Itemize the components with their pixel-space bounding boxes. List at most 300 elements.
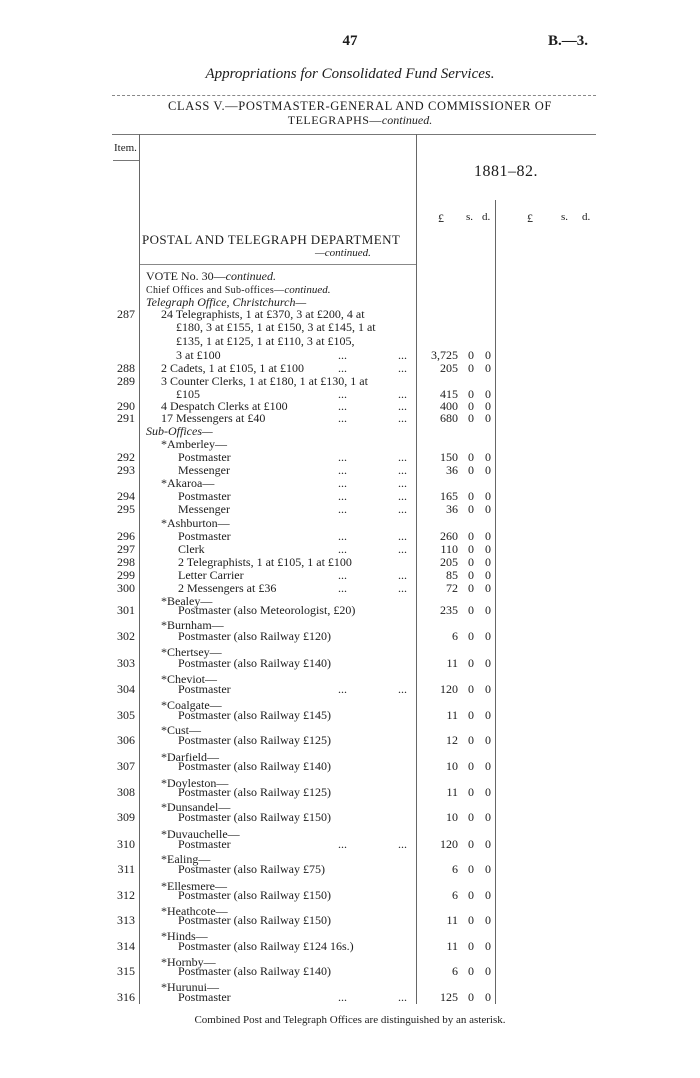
footnote: Combined Post and Telegraph Offices are distinguished by an asterisk.: [194, 1014, 506, 1026]
item-number: 306: [117, 733, 135, 747]
table-row: [0, 411, 700, 425]
amount-pounds: 150: [440, 450, 458, 464]
table-row: [0, 307, 700, 321]
table-row: [0, 581, 700, 595]
amount-pounds: 11: [446, 785, 458, 799]
leader-dots-right: ...: [398, 387, 407, 401]
amount-shillings: 0: [468, 603, 474, 617]
amount-pence: 0: [485, 708, 491, 722]
leader-dots-left: ...: [338, 682, 347, 696]
amount-shillings: 0: [468, 733, 474, 747]
row-description-text: *Dunsandel—: [161, 800, 231, 814]
row-description: [178, 629, 331, 643]
class-heading-continued: continued.: [381, 113, 433, 127]
amount-shillings: 0: [468, 759, 474, 773]
row-description: [176, 348, 221, 362]
table-row: [0, 568, 700, 582]
amount-shillings: 0: [468, 810, 474, 824]
amount-pounds: 11: [446, 656, 458, 670]
leader-dots-left: ...: [338, 502, 347, 516]
row-description-text: Messenger: [178, 463, 230, 477]
row-description: [178, 939, 354, 953]
amount-shillings: 0: [468, 450, 474, 464]
amount-shillings: 0: [468, 387, 474, 401]
amount-pounds: 10: [446, 759, 458, 773]
row-description-text: 3 at £100: [176, 348, 221, 362]
leader-dots-right: ...: [398, 411, 407, 425]
item-number: 315: [117, 964, 135, 978]
amount-shillings: 0: [468, 555, 474, 569]
amount-pounds: 415: [440, 387, 458, 401]
item-column-heading: Item.: [114, 142, 137, 154]
item-number: 300: [117, 581, 135, 595]
item-number: 291: [117, 411, 135, 425]
table-row: [0, 437, 700, 451]
row-description: [176, 334, 355, 348]
amount-pounds: 110: [440, 542, 458, 556]
row-description-text: £105: [176, 387, 200, 401]
amount-pounds: 10: [446, 810, 458, 824]
amount-pence: 0: [485, 450, 491, 464]
row-description-text: *Doyleston—: [161, 776, 229, 790]
leader-dots-right: ...: [398, 837, 407, 851]
row-description: [178, 837, 231, 851]
row-description-text: Postmaster (also Railway £125): [178, 733, 331, 747]
amount-pounds: 120: [440, 682, 458, 696]
item-number: 310: [117, 837, 135, 851]
row-description: [178, 708, 331, 722]
leader-dots-right: ...: [398, 542, 407, 556]
row-description-text: *Duvauchelle—: [161, 827, 240, 841]
row-description-text: Postmaster (also Railway £140): [178, 759, 331, 773]
amount-shillings: 0: [468, 888, 474, 902]
amount-shillings: 0: [468, 361, 474, 375]
row-description-text: Postmaster (also Railway £120): [178, 629, 331, 643]
row-description: [161, 411, 265, 425]
item-number: 299: [117, 568, 135, 582]
item-number: 298: [117, 555, 135, 569]
leader-dots-right: ...: [398, 399, 407, 413]
table-row: [0, 489, 700, 503]
item-number: 305: [117, 708, 135, 722]
row-description: [176, 320, 376, 334]
amount-pence: 0: [485, 361, 491, 375]
item-number: 290: [117, 399, 135, 413]
row-description: [178, 502, 230, 516]
leader-dots-left: ...: [338, 529, 347, 543]
table-row: [0, 708, 700, 722]
amount-pence: 0: [485, 581, 491, 595]
row-description-text: 2 Telegraphists, 1 at £105, 1 at £100: [178, 555, 352, 569]
row-description-text: £180, 3 at £155, 1 at £150, 3 at £145, 1 at: [176, 320, 376, 334]
amount-shillings: 0: [468, 939, 474, 953]
row-description-text: *Cheviot—: [161, 672, 217, 686]
row-description-text: Letter Carrier: [178, 568, 244, 582]
document-code: B.—3.: [548, 33, 589, 49]
item-number: 312: [117, 888, 135, 902]
row-description-text: 3 Counter Clerks, 1 at £180, 1 at £130, 1 at: [161, 374, 368, 388]
row-description-text: Postmaster: [178, 990, 231, 1004]
leader-dots-right: ...: [398, 581, 407, 595]
leader-dots-left: ...: [338, 450, 347, 464]
row-description-text: *Coalgate—: [161, 698, 222, 712]
item-number: 303: [117, 656, 135, 670]
row-description-text: Postmaster (also Railway £150): [178, 913, 331, 927]
table-row: [0, 810, 700, 824]
amount-pounds: 6: [452, 888, 458, 902]
table-row: [0, 542, 700, 556]
row-description-text: *Akaroa—: [161, 476, 215, 490]
amount-shillings: 0: [468, 399, 474, 413]
row-description: [178, 785, 331, 799]
amount-pounds: 205: [440, 361, 458, 375]
pence-heading: d.: [482, 211, 491, 223]
leader-dots-left: ...: [338, 361, 347, 375]
amount-pounds: 36: [446, 502, 458, 516]
leader-dots-right: ...: [398, 682, 407, 696]
row-description: [178, 529, 231, 543]
amount-shillings: 0: [468, 568, 474, 582]
page-number: 47: [342, 33, 358, 49]
leader-dots-right: ...: [398, 361, 407, 375]
item-number: 308: [117, 785, 135, 799]
table-row: [0, 656, 700, 670]
amount-pence: 0: [485, 348, 491, 362]
amount-pence: 0: [485, 542, 491, 556]
leader-dots-left: ...: [338, 476, 347, 490]
amount-pounds: 12: [446, 733, 458, 747]
leader-dots-right: ...: [398, 463, 407, 477]
pence-heading-2: d.: [582, 211, 591, 223]
table-row: [0, 361, 700, 375]
table-row: [0, 629, 700, 643]
amount-shillings: 0: [468, 489, 474, 503]
item-number: 293: [117, 463, 135, 477]
table-row: [0, 785, 700, 799]
leader-dots-left: ...: [338, 568, 347, 582]
row-description-continued: continued.: [284, 284, 331, 296]
amount-pounds: 6: [452, 629, 458, 643]
table-row: [0, 555, 700, 569]
row-description-text: *Hinds—: [161, 929, 208, 943]
row-description-text: £135, 1 at £125, 1 at £110, 3 at £105,: [176, 334, 355, 348]
row-description: [161, 437, 227, 451]
item-number: 294: [117, 489, 135, 503]
row-description-text: Postmaster (also Railway £75): [178, 862, 325, 876]
leader-dots-right: ...: [398, 489, 407, 503]
leader-dots-left: ...: [338, 411, 347, 425]
row-description-text: Postmaster: [178, 489, 231, 503]
amount-pounds: 125: [440, 990, 458, 1004]
amount-pence: 0: [485, 913, 491, 927]
row-description: [178, 862, 325, 876]
leader-dots-left: ...: [338, 542, 347, 556]
amount-pence: 0: [485, 785, 491, 799]
year-heading: 1881–82.: [474, 163, 538, 180]
row-description: [161, 361, 304, 375]
amount-shillings: 0: [468, 629, 474, 643]
class-heading-line2-text: TELEGRAPHS—: [287, 113, 382, 127]
item-number: 311: [117, 862, 135, 876]
item-number: 296: [117, 529, 135, 543]
table-row: [0, 939, 700, 953]
row-description-text: 24 Telegraphists, 1 at £370, 3 at £200, 4 at: [161, 307, 365, 321]
department-continued: —continued.: [315, 247, 371, 259]
table-row: [0, 334, 700, 348]
item-number: 297: [117, 542, 135, 556]
amount-pounds: 3,725: [431, 348, 458, 362]
amount-pounds: 260: [440, 529, 458, 543]
table-row: [0, 733, 700, 747]
amount-pence: 0: [485, 603, 491, 617]
row-description-text: Postmaster: [178, 450, 231, 464]
amount-pounds: 205: [440, 555, 458, 569]
item-number: 295: [117, 502, 135, 516]
leader-dots-left: ...: [338, 990, 347, 1004]
row-description-text: 2 Cadets, 1 at £105, 1 at £100: [161, 361, 304, 375]
row-description-text: Postmaster: [178, 529, 231, 543]
row-description-text: Postmaster (also Railway £150): [178, 888, 331, 902]
amount-pounds: 36: [446, 463, 458, 477]
row-description-text: Postmaster (also Railway £145): [178, 708, 331, 722]
amount-pence: 0: [485, 529, 491, 543]
amount-shillings: 0: [468, 785, 474, 799]
amount-pounds: 6: [452, 964, 458, 978]
amount-shillings: 0: [468, 913, 474, 927]
row-description: [178, 555, 352, 569]
amount-pounds: 165: [440, 489, 458, 503]
amount-pence: 0: [485, 862, 491, 876]
item-number: 309: [117, 810, 135, 824]
row-description: [178, 463, 230, 477]
row-description-text: Postmaster (also Railway £124 16s.): [178, 939, 354, 953]
amount-pence: 0: [485, 387, 491, 401]
amount-pence: 0: [485, 463, 491, 477]
amount-shillings: 0: [468, 348, 474, 362]
table-row: [0, 913, 700, 927]
row-description-text: Messenger: [178, 502, 230, 516]
amount-pence: 0: [485, 656, 491, 670]
row-description-text: 2 Messengers at £36: [178, 581, 277, 595]
amount-pence: 0: [485, 733, 491, 747]
row-description-text: *Burnham—: [161, 618, 224, 632]
leader-dots-right: ...: [398, 529, 407, 543]
row-description: [161, 476, 214, 490]
row-description: [178, 603, 355, 617]
table-row: [0, 502, 700, 516]
table-row: [0, 964, 700, 978]
row-description: [146, 269, 276, 283]
amount-shillings: 0: [468, 682, 474, 696]
item-number: 292: [117, 450, 135, 464]
item-number: 302: [117, 629, 135, 643]
class-heading-line1: CLASS V.—POSTMASTER-GENERAL AND COMMISSIONER OF: [168, 99, 552, 113]
row-description: [161, 516, 230, 530]
amount-shillings: 0: [468, 837, 474, 851]
leader-dots-right: ...: [398, 568, 407, 582]
row-description-text: Postmaster (also Railway £140): [178, 964, 331, 978]
item-number: 304: [117, 682, 135, 696]
item-number: 314: [117, 939, 135, 953]
leader-dots-left: ...: [338, 348, 347, 362]
row-description-text: *Darfield—: [161, 750, 219, 764]
amount-shillings: 0: [468, 990, 474, 1004]
amount-shillings: 0: [468, 862, 474, 876]
leader-dots-left: ...: [338, 837, 347, 851]
row-description-text: *Bealey—: [161, 594, 213, 608]
amount-pence: 0: [485, 990, 491, 1004]
row-description-text: 4 Despatch Clerks at £100: [161, 399, 288, 413]
amount-pounds: 6: [452, 862, 458, 876]
amount-pence: 0: [485, 837, 491, 851]
amount-pounds: 72: [446, 581, 458, 595]
row-description: [178, 489, 231, 503]
leader-dots-left: ...: [338, 581, 347, 595]
shilling-heading-2: s.: [561, 211, 569, 223]
leader-dots-right: ...: [398, 476, 407, 490]
row-description: [178, 913, 331, 927]
amount-shillings: 0: [468, 964, 474, 978]
table-row: [0, 476, 700, 490]
table-row: [0, 269, 700, 283]
table-row: [0, 374, 700, 388]
table-row: [0, 888, 700, 902]
row-description-text: *Ashburton—: [161, 516, 230, 530]
amount-shillings: 0: [468, 581, 474, 595]
amount-pence: 0: [485, 399, 491, 413]
row-description: [178, 682, 231, 696]
item-number: 289: [117, 374, 135, 388]
row-description-text: Postmaster (also Railway £125): [178, 785, 331, 799]
amount-pence: 0: [485, 629, 491, 643]
row-description-text: Clerk: [178, 542, 205, 556]
amount-pounds: 11: [446, 708, 458, 722]
leader-dots-right: ...: [398, 348, 407, 362]
amount-pounds: 400: [440, 399, 458, 413]
row-description: [178, 542, 205, 556]
row-description-text: *Hurunui—: [161, 980, 219, 994]
table-row: [0, 759, 700, 773]
table-row: [0, 837, 700, 851]
row-description-text: Postmaster: [178, 682, 231, 696]
item-number: 307: [117, 759, 135, 773]
amount-pence: 0: [485, 939, 491, 953]
row-description-text: Postmaster (also Railway £140): [178, 656, 331, 670]
row-description: [146, 424, 213, 438]
row-description-text: Telegraph Office, Christchurch—: [146, 295, 307, 309]
leader-dots-left: ...: [338, 387, 347, 401]
amount-pence: 0: [485, 682, 491, 696]
table-row: [0, 320, 700, 334]
row-description-text: Postmaster (also Railway £150): [178, 810, 331, 824]
row-description: [178, 888, 331, 902]
row-description-text: *Ellesmere—: [161, 879, 227, 893]
row-description-text: Postmaster (also Meteorologist, £20): [178, 603, 356, 617]
item-number: 288: [117, 361, 135, 375]
table-row: [0, 516, 700, 530]
leader-dots-left: ...: [338, 463, 347, 477]
item-number: 316: [117, 990, 135, 1004]
amount-pounds: 11: [446, 913, 458, 927]
amount-shillings: 0: [468, 542, 474, 556]
table-row: [0, 348, 700, 362]
amount-pence: 0: [485, 568, 491, 582]
amount-pounds: 680: [440, 411, 458, 425]
table-row: [0, 450, 700, 464]
row-description-text: *Ealing—: [161, 852, 211, 866]
row-description-text: VOTE No. 30—: [146, 269, 226, 283]
amount-shillings: 0: [468, 529, 474, 543]
amount-shillings: 0: [468, 502, 474, 516]
pound-heading-2: £: [527, 211, 533, 225]
row-description-text: *Hornby—: [161, 955, 216, 969]
amount-pence: 0: [485, 502, 491, 516]
row-description: [178, 964, 331, 978]
leader-dots-right: ...: [398, 450, 407, 464]
table-row: [0, 282, 700, 296]
row-description-text: Sub-Offices—: [146, 424, 213, 438]
row-description: [178, 656, 331, 670]
row-description: [178, 568, 244, 582]
item-number: 287: [117, 307, 135, 321]
table-row: [0, 862, 700, 876]
table-row: [0, 529, 700, 543]
row-description: [178, 810, 331, 824]
row-description-text: *Chertsey—: [161, 645, 222, 659]
amount-shillings: 0: [468, 463, 474, 477]
amount-pence: 0: [485, 411, 491, 425]
row-description: [161, 307, 365, 321]
table-row: [0, 682, 700, 696]
amount-pence: 0: [485, 759, 491, 773]
leader-dots-left: ...: [338, 399, 347, 413]
amount-shillings: 0: [468, 656, 474, 670]
leader-dots-right: ...: [398, 502, 407, 516]
table-row: [0, 424, 700, 438]
row-description: [178, 450, 231, 464]
amount-pounds: 120: [440, 837, 458, 851]
row-description-text: *Heathcote—: [161, 904, 228, 918]
row-description-text: *Amberley—: [161, 437, 227, 451]
row-description: [178, 759, 331, 773]
row-description: [161, 374, 368, 388]
table-row: [0, 603, 700, 617]
item-number: 313: [117, 913, 135, 927]
amount-pence: 0: [485, 489, 491, 503]
amount-pounds: 85: [446, 568, 458, 582]
amount-pence: 0: [485, 888, 491, 902]
department-heading: POSTAL AND TELEGRAPH DEPARTMENT: [142, 232, 401, 247]
amount-pence: 0: [485, 964, 491, 978]
table-row: [0, 990, 700, 1004]
row-description: [178, 990, 231, 1004]
row-description-text: *Cust—: [161, 723, 202, 737]
row-description-continued: continued.: [225, 269, 276, 283]
row-description-text: Postmaster: [178, 837, 231, 851]
table-row: [0, 463, 700, 477]
amount-pounds: 235: [440, 603, 458, 617]
amount-pounds: 11: [446, 939, 458, 953]
pound-heading: £: [438, 211, 444, 225]
row-description: [178, 733, 331, 747]
row-description: [178, 581, 276, 595]
amount-pence: 0: [485, 555, 491, 569]
row-description-text: 17 Messengers at £40: [161, 411, 266, 425]
shilling-heading: s.: [466, 211, 474, 223]
amount-shillings: 0: [468, 411, 474, 425]
item-number: 301: [117, 603, 135, 617]
row-description-text: Chief Offices and Sub-offices—: [146, 285, 285, 296]
